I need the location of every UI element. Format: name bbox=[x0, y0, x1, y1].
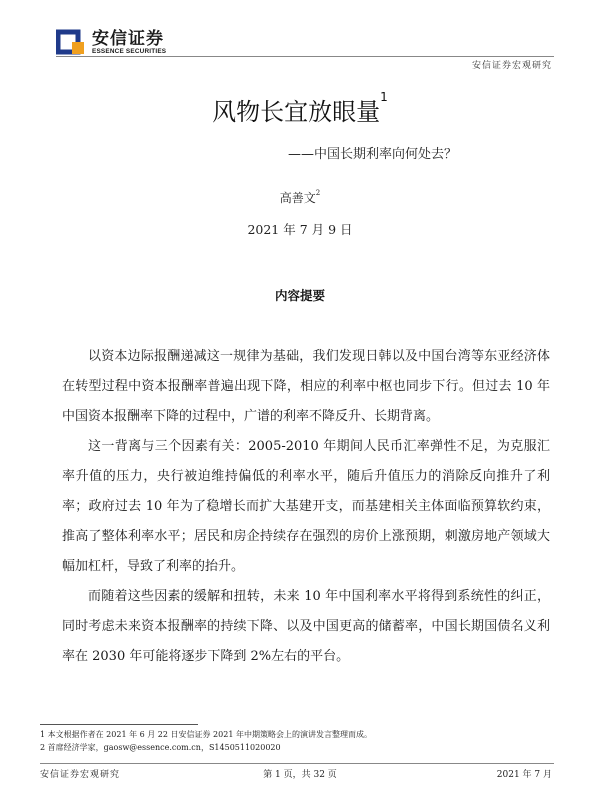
page-number: 第 1 页，共 32 页 bbox=[263, 770, 337, 780]
title-text: 风物长宜放眼量 bbox=[212, 98, 381, 126]
logo-en: ESSENCE SECURITIES bbox=[92, 48, 167, 55]
section-title: 内容提要 bbox=[274, 288, 325, 303]
header-report-label: 安信证券宏观研究 bbox=[471, 61, 552, 71]
paragraph: 这一背离与三个因素有关：2005-2010 年期间人民币汇率弹性不足，为克服汇率升值的压力，央行被迫维持偏低的利率水平，随后升值压力的消除反向推升了利率；政府过去 10 年为了稳增长而扩大基建开支，而基建相关主体面临预算软约束，推高了整体利率水平；居民和房企持续存在强烈的房价上涨预期，刺激房地产领域大幅加杠杆，导致了利率的抬升。 bbox=[62, 439, 550, 574]
abstract-body bbox=[62, 342, 550, 672]
footer-divider bbox=[40, 763, 554, 764]
footnote: 2 首席经济学家，gaosw@essence.com.cn，S1450511020020 bbox=[40, 743, 281, 752]
report-date: 2021 年 7 月 9 日 bbox=[247, 222, 353, 237]
report-title bbox=[0, 92, 600, 127]
footnote-divider bbox=[40, 724, 198, 725]
footer-date: 2021 年 7 月 bbox=[496, 770, 552, 780]
footnote: 1 本文根据作者在 2021 年 6 月 22 日安信证券 2021 年中期策略会上的演讲发言整理而成。 bbox=[40, 730, 372, 739]
logo-text bbox=[92, 30, 166, 56]
footnotes bbox=[40, 728, 372, 754]
author-footnote-mark: 2 bbox=[315, 189, 321, 197]
report-subtitle: ——中国长期利率向何处去？ bbox=[288, 147, 458, 162]
logo-mark-icon bbox=[56, 28, 86, 58]
author-name: 高善文 bbox=[279, 191, 316, 205]
company-logo bbox=[56, 28, 166, 58]
logo-cn: 安信证券 bbox=[92, 29, 164, 49]
paragraph: 以资本边际报酬递减这一规律为基础，我们发现日韩以及中国台湾等东亚经济体在转型过程中资本报酬率普遍出现下降，相应的利率中枢也同步下行。但过去 10 年中国资本报酬率下降的过程中，广谱的利率不降反升、长期背离。 bbox=[62, 349, 550, 424]
title-footnote-mark: 1 bbox=[380, 90, 388, 104]
header-divider bbox=[56, 56, 554, 57]
author bbox=[0, 189, 600, 206]
footer-left: 安信证券宏观研究 bbox=[40, 770, 121, 780]
paragraph: 而随着这些因素的缓解和扭转，未来 10 年中国利率水平将得到系统性的纠正，同时考虑未来资本报酬率的持续下降、以及中国更高的储蓄率，中国长期国债名义利率在 2030 年可能将逐步下降到 2%左右的平台。 bbox=[62, 589, 550, 664]
